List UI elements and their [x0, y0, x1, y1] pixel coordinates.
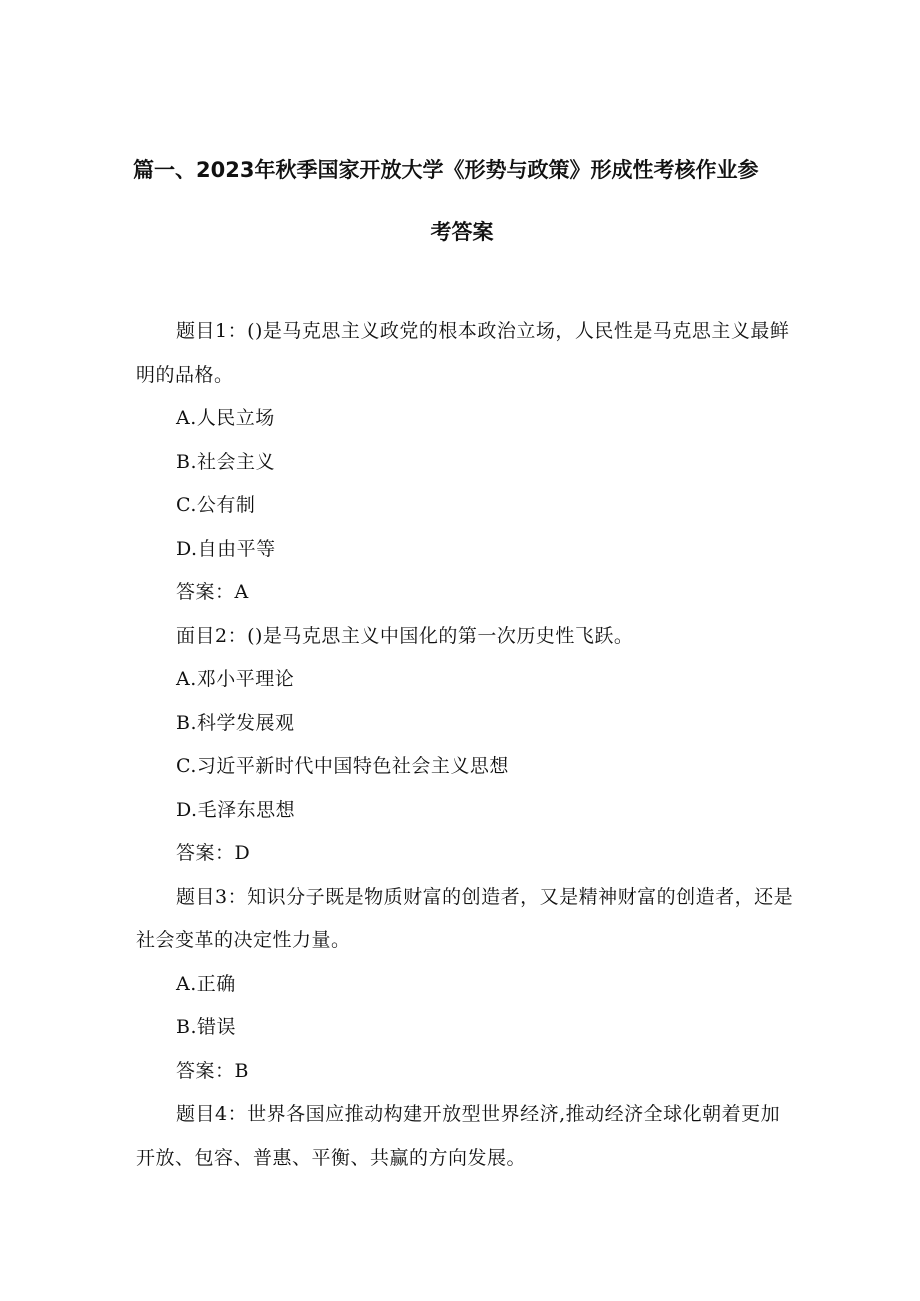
question-list [136, 310, 796, 1180]
option-b: B.社会主义 [176, 450, 276, 473]
question-1 [136, 310, 796, 615]
question-stem: 题目4：世界各国应推动构建开放型世界经济,推动经济全球化朝着更加开放、包容、普惠、平衡、共赢的方向发展。 [136, 1103, 781, 1169]
option-d: D.自由平等 [176, 537, 276, 560]
option-b: B.科学发展观 [176, 711, 295, 734]
question-stem: 题目1：()是马克思主义政党的根本政治立场，人民性是马克思主义最鲜明的品格。 [136, 320, 790, 386]
document-title-line-1: 篇一、2023年秋季国家开放大学《形势与政策》形成性考核作业参 [133, 158, 759, 182]
option-b: B.错误 [176, 1016, 237, 1038]
question-stem: 题目3：知识分子既是物质财富的创造者，又是精神财富的创造者，还是社会变革的决定性力量。 [136, 885, 794, 951]
question-stem: 面目2：()是马克思主义中国化的第一次历史性飞跃。 [176, 624, 634, 647]
option-d: D.毛泽东思想 [176, 798, 296, 821]
document-title-line-2: 考答案 [430, 220, 494, 244]
option-a: A.邓小平理论 [176, 668, 295, 690]
answer: 答案：A [176, 581, 249, 603]
question-3 [136, 876, 796, 1094]
answer: 答案：B [176, 1059, 249, 1082]
question-2 [136, 615, 796, 876]
answer: 答案：D [176, 842, 251, 864]
option-a: A.正确 [176, 972, 236, 995]
option-a: A.人民立场 [176, 407, 275, 429]
option-c: C.公有制 [176, 494, 256, 516]
question-4 [136, 1093, 796, 1180]
option-c: C.习近平新时代中国特色社会主义思想 [176, 755, 509, 777]
